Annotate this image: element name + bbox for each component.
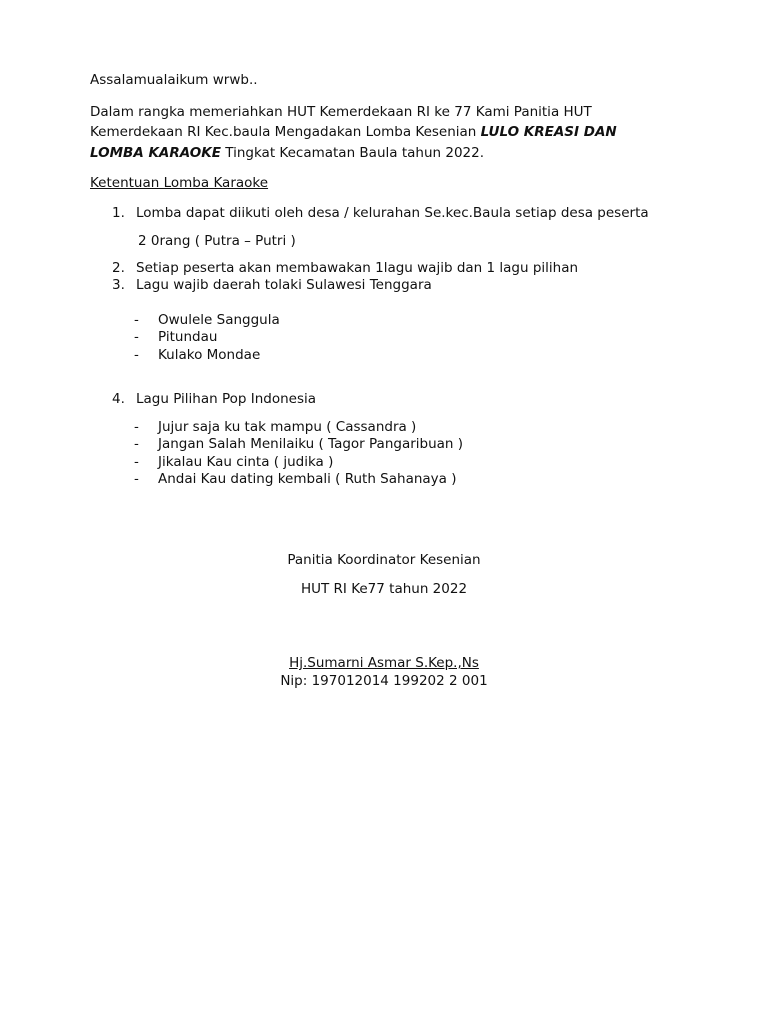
rule-text: Setiap peserta akan membawakan 1lagu wajib dan 1 lagu pilihan bbox=[136, 260, 579, 276]
rule-3 bbox=[112, 277, 432, 294]
signatory-nip: Nip: 197012014 199202 2 001 bbox=[280, 673, 488, 689]
intro-line-1: Dalam rangka memeriahkan HUT Kemerdekaan RI ke 77 Kami Panitia HUT bbox=[90, 104, 592, 120]
list-dash: - bbox=[134, 312, 139, 328]
intro-emphasis-2: LOMBA KARAOKE bbox=[90, 145, 221, 161]
intro-emphasis-1: LULO KREASI DAN bbox=[480, 124, 617, 140]
rule-number: 1. bbox=[112, 205, 125, 221]
song-title: Jikalau Kau cinta ( judika ) bbox=[158, 454, 334, 470]
intro-line-3 bbox=[90, 145, 484, 162]
intro-line-3-text: Tingkat Kecamatan Baula tahun 2022. bbox=[220, 145, 485, 161]
section-title: Ketentuan Lomba Karaoke bbox=[90, 175, 269, 191]
list-item bbox=[134, 454, 334, 471]
list-item bbox=[134, 419, 417, 436]
signatory-name: Hj.Sumarni Asmar S.Kep.,Ns bbox=[289, 655, 479, 671]
rule-text: Lomba dapat diikuti oleh desa / kelurahan Se.kec.Baula setiap desa peserta bbox=[136, 205, 649, 221]
song-title: Andai Kau dating kembali ( Ruth Sahanaya ) bbox=[158, 471, 457, 487]
song-title: Pitundau bbox=[158, 329, 218, 345]
rule-1 bbox=[112, 205, 649, 222]
rule-2 bbox=[112, 260, 578, 277]
rule-text: Lagu wajib daerah tolaki Sulawesi Tenggara bbox=[136, 277, 432, 293]
list-item bbox=[134, 436, 464, 453]
rule-text: Lagu Pilihan Pop Indonesia bbox=[136, 391, 317, 407]
list-item bbox=[134, 329, 218, 346]
rule-4 bbox=[112, 391, 316, 408]
committee-title: Panitia Koordinator Kesenian bbox=[287, 552, 481, 568]
song-title: Jangan Salah Menilaiku ( Tagor Pangaribuan ) bbox=[158, 436, 464, 452]
intro-line-2-text: Kemerdekaan RI Kec.baula Mengadakan Lomba Kesenian bbox=[90, 124, 481, 140]
greeting: Assalamualaikum wrwb.. bbox=[90, 72, 258, 88]
rule-number: 3. bbox=[112, 277, 125, 293]
event-title: HUT RI Ke77 tahun 2022 bbox=[300, 581, 468, 597]
list-item bbox=[134, 312, 280, 329]
list-dash: - bbox=[134, 419, 139, 435]
song-title: Kulako Mondae bbox=[158, 347, 261, 363]
rule-number: 2. bbox=[112, 260, 125, 276]
song-title: Jujur saja ku tak mampu ( Cassandra ) bbox=[158, 419, 417, 435]
rule-number: 4. bbox=[112, 391, 125, 407]
list-dash: - bbox=[134, 347, 139, 363]
rule-1-continuation: 2 0rang ( Putra – Putri ) bbox=[138, 233, 296, 249]
list-item bbox=[134, 471, 457, 488]
song-title: Owulele Sanggula bbox=[158, 312, 280, 328]
list-item bbox=[134, 347, 261, 364]
list-dash: - bbox=[134, 329, 139, 345]
list-dash: - bbox=[134, 471, 139, 487]
list-dash: - bbox=[134, 436, 139, 452]
list-dash: - bbox=[134, 454, 139, 470]
intro-line-2 bbox=[90, 124, 617, 141]
